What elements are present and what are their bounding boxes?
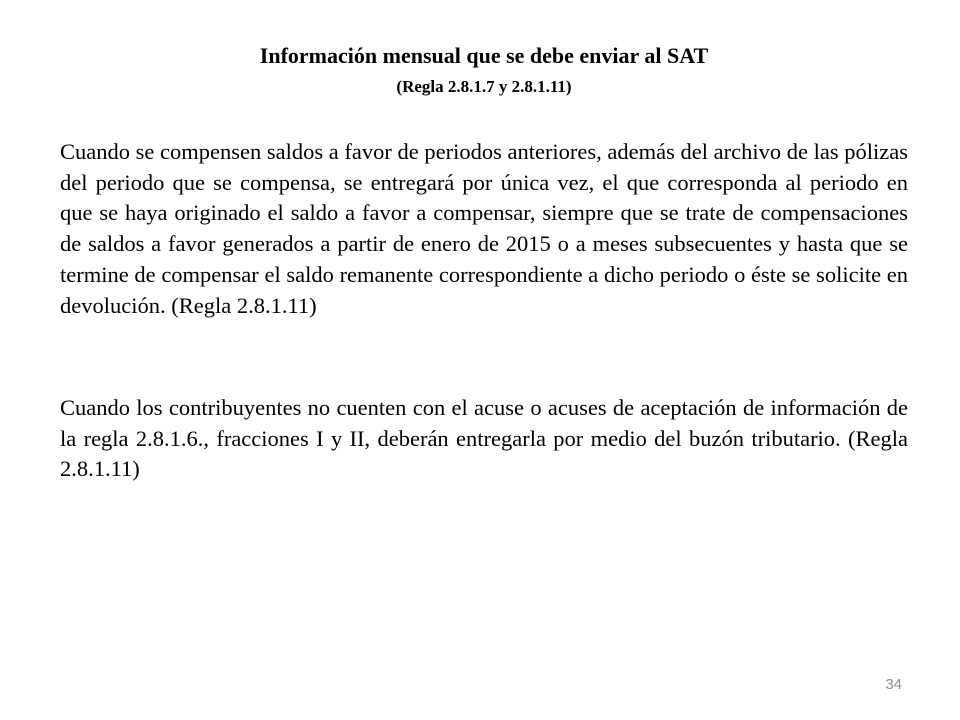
slide-title: Información mensual que se debe enviar al SAT [259,43,709,68]
page-number: 34 [885,676,902,693]
body-paragraph-1: Cuando se compensen saldos a favor de periodos anteriores, además del archivo de las pólizas del periodo que se compensa, se entregará por única vez, el que corresponda al periodo en que se haya originado el saldo a favor a compensar, siempre que se trate de compensaciones de saldos a favor generados a partir de enero de 2015 o a meses subsecuentes y hasta que se termine de compensar el saldo remanente correspondiente a dicho periodo o éste se solicite en devolución. (Regla 2.8.1.11) [60,139,908,318]
body-paragraph-2: Cuando los contribuyentes no cuenten con el acuse o acuses de aceptación de información de la regla 2.8.1.6., fracciones I y II, deberán entregarla por medio del buzón tributario. (Regla 2.8.1.11) [60,395,908,482]
slide-subtitle: (Regla 2.8.1.7 y 2.8.1.11) [396,77,572,96]
